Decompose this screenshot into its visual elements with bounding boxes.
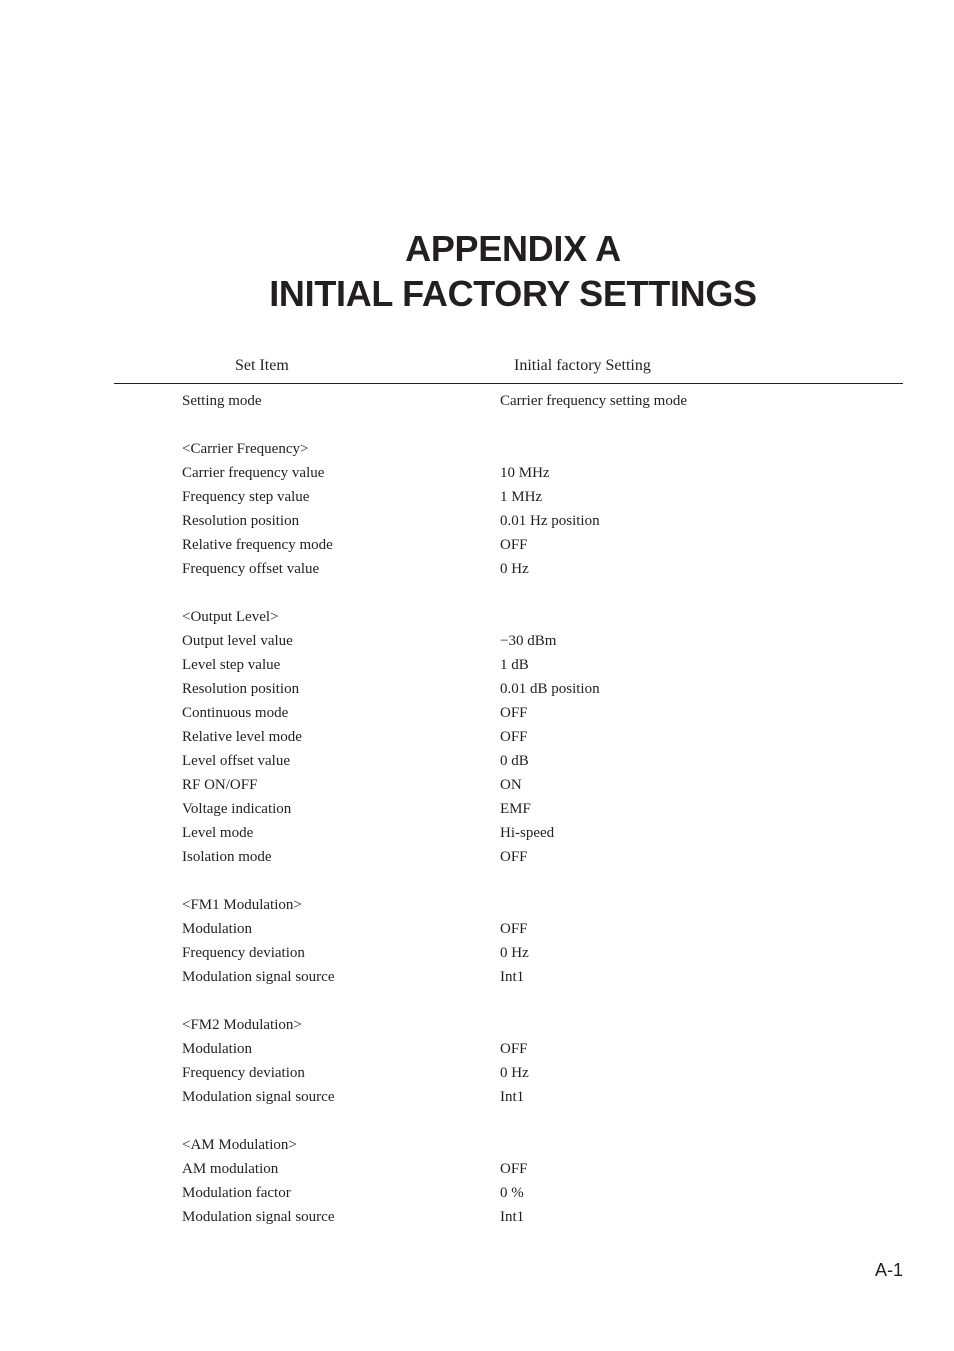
- setting-value: OFF: [500, 921, 528, 937]
- table-row: [0, 485, 954, 509]
- table-row: [0, 509, 954, 533]
- table-row: [0, 725, 954, 749]
- setting-label: Voltage indication: [182, 801, 292, 817]
- table-row: [0, 653, 954, 677]
- setting-value: 0.01 dB position: [500, 681, 600, 697]
- column-header-initial-setting: Initial factory Setting: [514, 357, 651, 374]
- table-row: [0, 797, 954, 821]
- setting-label: Resolution position: [182, 513, 300, 529]
- table-row: [0, 581, 954, 605]
- setting-value: OFF: [500, 1161, 528, 1177]
- section-heading: <FM1 Modulation>: [182, 897, 302, 913]
- setting-value: Int1: [500, 969, 525, 985]
- setting-label: RF ON/OFF: [182, 777, 258, 793]
- setting-label: Carrier frequency value: [182, 465, 325, 481]
- setting-label: Relative frequency mode: [182, 537, 333, 553]
- section-heading: <FM2 Modulation>: [182, 1017, 302, 1033]
- settings-table: [0, 389, 954, 1229]
- table-row: [0, 749, 954, 773]
- column-header-set-item: Set Item: [235, 357, 289, 374]
- setting-value: OFF: [500, 849, 528, 865]
- setting-label: Level step value: [182, 657, 281, 673]
- table-row: [0, 845, 954, 869]
- setting-value: Int1: [500, 1089, 525, 1105]
- table-row: [0, 701, 954, 725]
- section-heading: <AM Modulation>: [182, 1137, 297, 1153]
- setting-label: Level offset value: [182, 753, 291, 769]
- section-heading: <Output Level>: [182, 609, 279, 625]
- setting-label: Modulation signal source: [182, 969, 335, 985]
- table-row: [0, 557, 954, 581]
- setting-label: Modulation factor: [182, 1185, 291, 1201]
- setting-label: Frequency deviation: [182, 945, 305, 961]
- setting-label: Frequency deviation: [182, 1065, 305, 1081]
- table-row: [0, 1037, 954, 1061]
- table-row: [0, 821, 954, 845]
- setting-value: OFF: [500, 537, 528, 553]
- setting-value: EMF: [500, 801, 531, 817]
- table-row: [0, 773, 954, 797]
- table-row: [0, 965, 954, 989]
- table-row: [0, 917, 954, 941]
- setting-value: 1 dB: [500, 657, 529, 673]
- setting-label: Frequency offset value: [182, 561, 320, 577]
- table-row: [0, 677, 954, 701]
- table-row: [0, 1205, 954, 1229]
- setting-value: 0 %: [500, 1185, 524, 1201]
- table-row: [0, 869, 954, 893]
- table-row: [0, 629, 954, 653]
- table-row: [0, 989, 954, 1013]
- setting-value: 0 Hz: [500, 945, 529, 961]
- setting-label: Level mode: [182, 825, 254, 841]
- setting-value: −30 dBm: [500, 633, 557, 649]
- table-row: [0, 1013, 954, 1037]
- setting-label: Resolution position: [182, 681, 300, 697]
- setting-label: Modulation: [182, 921, 252, 937]
- title-line-2: INITIAL FACTORY SETTINGS: [269, 273, 757, 314]
- setting-label: Continuous mode: [182, 705, 289, 721]
- table-row: [0, 437, 954, 461]
- setting-value: 0.01 Hz position: [500, 513, 600, 529]
- setting-label: Relative level mode: [182, 729, 302, 745]
- setting-label: AM modulation: [182, 1161, 279, 1177]
- setting-label: Modulation signal source: [182, 1089, 335, 1105]
- setting-label: Modulation signal source: [182, 1209, 335, 1225]
- setting-value: 0 dB: [500, 753, 529, 769]
- setting-value: OFF: [500, 705, 528, 721]
- table-row: [0, 941, 954, 965]
- setting-value: Int1: [500, 1209, 525, 1225]
- page-title: [0, 226, 954, 316]
- table-row: [0, 1157, 954, 1181]
- table-row: [0, 893, 954, 917]
- setting-label: Isolation mode: [182, 849, 272, 865]
- setting-value: ON: [500, 777, 522, 793]
- header-divider: [114, 383, 903, 384]
- title-line-1: APPENDIX A: [405, 228, 621, 269]
- setting-value: 0 Hz: [500, 561, 529, 577]
- setting-value: 1 MHz: [500, 489, 543, 505]
- setting-value: 0 Hz: [500, 1065, 529, 1081]
- setting-label: Output level value: [182, 633, 293, 649]
- setting-label: Frequency step value: [182, 489, 310, 505]
- setting-value: 10 MHz: [500, 465, 550, 481]
- table-row: [0, 533, 954, 557]
- setting-value: Hi-speed: [500, 825, 555, 841]
- page-number: A-1: [874, 1260, 903, 1280]
- table-row: [0, 605, 954, 629]
- setting-label: Modulation: [182, 1041, 252, 1057]
- table-row: [0, 1133, 954, 1157]
- table-row: [0, 1109, 954, 1133]
- setting-label: Setting mode: [182, 393, 262, 409]
- table-row: [0, 389, 954, 413]
- setting-value: OFF: [500, 729, 528, 745]
- table-row: [0, 413, 954, 437]
- setting-value: Carrier frequency setting mode: [500, 393, 688, 409]
- table-row: [0, 1181, 954, 1205]
- table-row: [0, 1061, 954, 1085]
- table-row: [0, 461, 954, 485]
- table-row: [0, 1085, 954, 1109]
- setting-value: OFF: [500, 1041, 528, 1057]
- section-heading: <Carrier Frequency>: [182, 441, 309, 457]
